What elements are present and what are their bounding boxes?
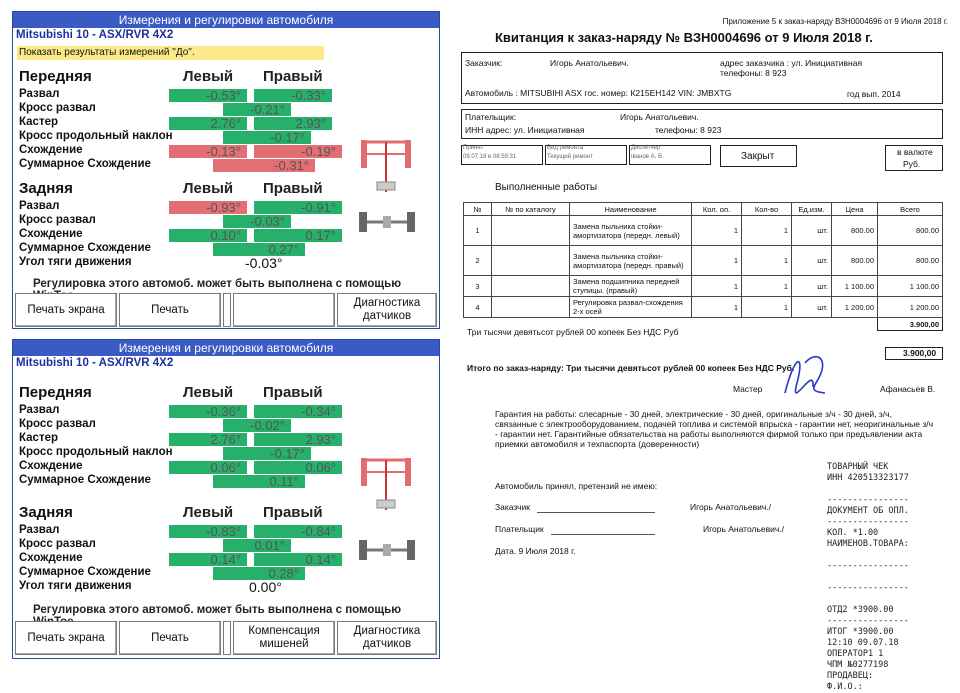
col-header: Наименование xyxy=(570,203,692,216)
accepted-label: Принят xyxy=(463,145,484,151)
receipt-line: ИТОГ *3900.00 xyxy=(827,627,894,637)
master-name: Афанасьев В. xyxy=(880,384,936,394)
accepted-value: 09.07.18 в 08:59:31 xyxy=(463,154,517,160)
dispatcher-value: Іванов А. В. xyxy=(631,154,664,160)
repair-type-value: Текущий ремонт xyxy=(547,154,593,160)
level-indicator xyxy=(223,293,231,327)
customer-address: адрес заказчика : ул. Инициативная xyxy=(720,58,863,68)
row-label: Схождение xyxy=(19,552,83,564)
rear-left-column-heading: Левый xyxy=(183,504,234,521)
receipt-line: ДОКУМЕНТ ОБ ОПЛ. xyxy=(827,506,909,516)
before-results-note: Показать результаты измерений "До". xyxy=(17,46,324,60)
receipt-line: ЧПМ №0277198 xyxy=(827,660,889,670)
rear-toe-left-value: 0.14° xyxy=(169,553,247,566)
signature-icon xyxy=(775,343,835,403)
operations-count: 1 xyxy=(692,216,742,246)
sign-line xyxy=(551,534,655,535)
left-column-heading: Левый xyxy=(183,384,234,401)
receipt-line xyxy=(827,484,957,495)
total-toe-value: -0.31° xyxy=(213,159,315,172)
receipt-line: ОТД2 *3900.00 xyxy=(827,605,894,615)
row-label: Суммарное Схождение xyxy=(19,474,151,486)
vehicle-model: Mitsubishi 10 - ASX/RVR 4X2 xyxy=(16,29,174,41)
unit: шт. xyxy=(792,216,832,246)
table-total: 3.900,00 xyxy=(878,318,943,331)
catalog-number xyxy=(492,216,570,246)
receipt-line: ОПЕРАТОР1 1 xyxy=(827,649,884,659)
empty-button[interactable] xyxy=(233,293,335,327)
row-label: Кросс развал xyxy=(19,418,96,430)
document-title: Квитанция к заказ-наряду № ВЗН0004696 от 9 Июля 2018 г. xyxy=(495,30,873,45)
alignment-panel-before xyxy=(12,11,440,329)
toe-left-value: 0.06° xyxy=(169,461,247,474)
price: 1 100.00 xyxy=(832,276,878,297)
row-label: Развал xyxy=(19,200,60,212)
currency-value: Руб. xyxy=(903,159,921,169)
row-label: Кросс развал xyxy=(19,214,96,226)
row-label: Суммарное Схождение xyxy=(19,158,151,170)
panel-title: Измерения и регулировки автомобиля xyxy=(13,340,439,356)
table-header-row xyxy=(464,203,943,216)
dispatcher-label: Диспетчер xyxy=(631,145,661,151)
rear-axle-heading: Задняя xyxy=(19,504,73,521)
row-label: Развал xyxy=(19,404,60,416)
total-toe-value: 0.11° xyxy=(213,475,305,488)
rear-cross-camber-value: -0.03° xyxy=(223,215,291,228)
work-name: Замена подшипника передней ступицы. (правый) xyxy=(570,276,692,297)
row-number: 1 xyxy=(464,216,492,246)
row-label: Кросс продольный наклон xyxy=(19,130,173,142)
col-header: Всего xyxy=(878,203,943,216)
rear-camber-right-value: -0.84° xyxy=(254,525,342,538)
print-button[interactable]: Печать xyxy=(119,293,221,327)
total: 1 200.00 xyxy=(878,297,943,318)
receipt-line: КОЛ. *1.00 xyxy=(827,528,879,538)
wintoe-note: Регулировка этого автомоб. может быть выполнена с помощью xyxy=(33,278,402,290)
price: 800.00 xyxy=(832,216,878,246)
rear-right-column-heading: Правый xyxy=(263,504,323,521)
row-number: 3 xyxy=(464,276,492,297)
receipt-line: ---------------- xyxy=(827,561,909,571)
rear-axle-diagram xyxy=(357,532,417,568)
work-order-receipt xyxy=(455,0,960,692)
amount-in-words: Три тысячи девятьсот рублей 00 копеек Без НДС Руб xyxy=(467,327,679,337)
table-row xyxy=(464,216,943,246)
left-column-heading: Левый xyxy=(183,68,234,85)
caster-left-value: 2.76° xyxy=(169,117,247,130)
operations-count: 1 xyxy=(692,276,742,297)
wintoe-note: Регулировка этого автомоб. может быть выполнена с помощью xyxy=(33,604,402,616)
receipt-line xyxy=(827,572,957,583)
cross-caster-value: -0.17° xyxy=(223,131,311,144)
payer-name: Игорь Анатольевич. xyxy=(620,112,699,122)
document-date: Дата. 9 Июля 2018 г. xyxy=(495,546,576,556)
quantity: 1 xyxy=(742,246,792,276)
front-axle-diagram xyxy=(357,134,417,196)
target-compensation-button[interactable]: Компенсация мишеней xyxy=(233,621,335,655)
sign-payer-label: Плательщик xyxy=(495,524,544,534)
repair-type-label: Вид ремонта xyxy=(547,145,583,151)
quantity: 1 xyxy=(742,216,792,246)
receipt-line: НАИМЕНОВ.ТОВАРА: xyxy=(827,539,909,549)
total: 1 100.00 xyxy=(878,276,943,297)
price: 800.00 xyxy=(832,246,878,276)
rear-toe-right-value: 0.14° xyxy=(254,553,342,566)
sensor-diagnostics-button[interactable]: Диагностика датчиков xyxy=(337,293,437,327)
master-label: Мастер xyxy=(733,384,763,394)
row-label: Угол тяги движения xyxy=(19,256,132,268)
rear-right-column-heading: Правый xyxy=(263,180,323,197)
sensor-diagnostics-button[interactable]: Диагностика датчиков xyxy=(337,621,437,655)
receipt-line: ---------------- xyxy=(827,495,909,505)
row-label: Кастер xyxy=(19,116,59,128)
rear-total-toe-value: 0.28° xyxy=(213,567,305,580)
rear-cross-camber-value: 0.01° xyxy=(223,539,291,552)
toe-left-value: -0.13° xyxy=(169,145,247,158)
row-label: Кросс развал xyxy=(19,102,96,114)
rear-total-toe-value: 0.27° xyxy=(213,243,305,256)
rear-camber-left-value: -0.93° xyxy=(169,201,247,214)
caster-right-value: 2.93° xyxy=(254,117,332,130)
cross-camber-value: -0.02° xyxy=(223,419,291,432)
table-row xyxy=(464,276,943,297)
catalog-number xyxy=(492,276,570,297)
cross-caster-value: -0.17° xyxy=(223,447,311,460)
work-name: Замена пыльника стойки-амортизатора (передн. левый) xyxy=(570,216,692,246)
camber-right-value: -0.34° xyxy=(254,405,342,418)
operations-count: 1 xyxy=(692,246,742,276)
rear-left-column-heading: Левый xyxy=(183,180,234,197)
works-heading: Выполненные работы xyxy=(495,182,598,193)
receipt-line xyxy=(827,594,957,605)
total: 800.00 xyxy=(878,216,943,246)
row-label: Кросс развал xyxy=(19,538,96,550)
quantity: 1 xyxy=(742,276,792,297)
rear-axle-diagram xyxy=(357,204,417,240)
work-name: Замена пыльника стойки-амортизатора (передн. правый) xyxy=(570,246,692,276)
row-label: Суммарное Схождение xyxy=(19,566,151,578)
price: 1 200.00 xyxy=(832,297,878,318)
works-table xyxy=(463,202,943,331)
row-label: Схождение xyxy=(19,460,83,472)
appendix-note: Приложение 5 к заказ-наряду ВЗН0004696 от 9 Июля 2018 г. xyxy=(722,17,948,26)
row-number: 4 xyxy=(464,297,492,318)
warranty-text: Гарантия на работы: слесарные - 30 дней, электрические - 30 дней, оригинальные з/ч - 30 дней, з/ч, связанные с электрооборудованием, подачей топлива и системой впрыска - гарантии нет, неоригинальные з/ч - гарантии нет. Гарантийные обязательства на работы выполняются фирмой только при предъявлении акта приемки автомобиля и техпаспорта (доверенности) xyxy=(495,409,934,449)
camber-left-value: -0.53° xyxy=(169,89,247,102)
sign-payer-name: Игорь Анатольевич./ xyxy=(703,524,785,534)
currency-label: в валюте xyxy=(897,147,933,157)
toe-right-value: -0.19° xyxy=(254,145,342,158)
sign-customer-label: Заказчик xyxy=(495,502,530,512)
right-column-heading: Правый xyxy=(263,68,323,85)
status-value: Закрыт xyxy=(741,151,775,162)
row-label: Развал xyxy=(19,88,60,100)
catalog-number xyxy=(492,246,570,276)
receipt-line: ---------------- xyxy=(827,583,909,593)
customer-phone: телефоны: 8 923 xyxy=(720,68,787,78)
caster-right-value: 2.93° xyxy=(254,433,342,446)
receipt-line: ИНН 420513323177 xyxy=(827,473,909,483)
customer-label: Заказчик: xyxy=(465,58,503,68)
alignment-panel-after xyxy=(12,339,440,659)
rear-camber-right-value: -0.91° xyxy=(254,201,342,214)
col-header: Цена xyxy=(832,203,878,216)
camber-left-value: -0.36° xyxy=(169,405,247,418)
rear-axle-heading: Задняя xyxy=(19,180,73,197)
receipt-line: ---------------- xyxy=(827,616,909,626)
rear-toe-right-value: 0.17° xyxy=(254,229,342,242)
unit: шт. xyxy=(792,297,832,318)
print-button[interactable]: Печать xyxy=(119,621,221,655)
payer-label: Плательщик: xyxy=(465,112,517,122)
cash-receipt xyxy=(827,462,957,693)
panel-title: Измерения и регулировки автомобиля xyxy=(13,12,439,28)
table-row xyxy=(464,297,943,318)
front-axle-heading: Передняя xyxy=(19,384,92,401)
quantity: 1 xyxy=(742,297,792,318)
catalog-number xyxy=(492,297,570,318)
row-label: Суммарное Схождение xyxy=(19,242,151,254)
receipt-line xyxy=(827,550,957,561)
row-label: Схождение xyxy=(19,228,83,240)
level-indicator xyxy=(223,621,231,655)
print-screen-button[interactable]: Печать экрана xyxy=(15,293,117,327)
front-axle-heading: Передняя xyxy=(19,68,92,85)
col-header: Ед.изм. xyxy=(792,203,832,216)
payer-inn-address: ИНН адрес: ул. Инициативная xyxy=(465,125,585,135)
front-axle-diagram xyxy=(357,452,417,514)
col-header: Кол. оп. xyxy=(692,203,742,216)
row-label: Схождение xyxy=(19,144,83,156)
cross-camber-value: -0.21° xyxy=(223,103,291,116)
sign-customer-name: Игорь Анатольевич./ xyxy=(690,502,772,512)
receipt-line: ПРОДАВЕЦ: xyxy=(827,671,874,681)
thrust-angle-value: -0.03° xyxy=(245,255,283,271)
toe-right-value: 0.06° xyxy=(254,461,342,474)
right-column-heading: Правый xyxy=(263,384,323,401)
total: 800.00 xyxy=(878,246,943,276)
col-header: № по каталогу xyxy=(492,203,570,216)
car-accepted-note: Автомобиль принял, претензий не имею: xyxy=(495,481,658,491)
row-label: Кастер xyxy=(19,432,59,444)
caster-left-value: 2.76° xyxy=(169,433,247,446)
col-header: Кол-во xyxy=(742,203,792,216)
receipt-line: Ф.И.О.: xyxy=(827,682,863,692)
rear-camber-left-value: -0.83° xyxy=(169,525,247,538)
row-number: 2 xyxy=(464,246,492,276)
camber-right-value: -0.33° xyxy=(254,89,332,102)
order-total-line: Итого по заказ-наряду: Три тысячи девятьсот рублей 00 копеек Без НДС Руб. xyxy=(467,363,795,373)
receipt-line: ---------------- xyxy=(827,517,909,527)
unit: шт. xyxy=(792,246,832,276)
receipt-line: 12:10 09.07.18 xyxy=(827,638,899,648)
print-screen-button[interactable]: Печать экрана xyxy=(15,621,117,655)
payer-phone: телефоны: 8 923 xyxy=(655,125,722,135)
thrust-angle-value: 0.00° xyxy=(249,579,282,595)
rear-toe-left-value: 0.10° xyxy=(169,229,247,242)
row-label: Угол тяги движения xyxy=(19,580,132,592)
receipt-line: ТОВАРНЫЙ ЧЕК xyxy=(827,462,889,472)
unit: шт. xyxy=(792,276,832,297)
table-row xyxy=(464,246,943,276)
col-header: № xyxy=(464,203,492,216)
customer-name: Игорь Анатольевич. xyxy=(550,58,629,68)
car-info: Автомобиль : MITSUBIHI ASX гос. номер: К215ЕН142 VIN: JMBXTG xyxy=(465,88,732,98)
car-year: год вып. 2014 xyxy=(847,89,901,99)
row-label: Развал xyxy=(19,524,60,536)
operations-count: 1 xyxy=(692,297,742,318)
work-name: Регулировка развал-схождения 2-х осей xyxy=(570,297,692,318)
vehicle-model: Mitsubishi 10 - ASX/RVR 4X2 xyxy=(16,357,174,369)
sign-line xyxy=(537,512,655,513)
row-label: Кросс продольный наклон xyxy=(19,446,173,458)
grand-total: 3.900,00 xyxy=(903,348,937,358)
